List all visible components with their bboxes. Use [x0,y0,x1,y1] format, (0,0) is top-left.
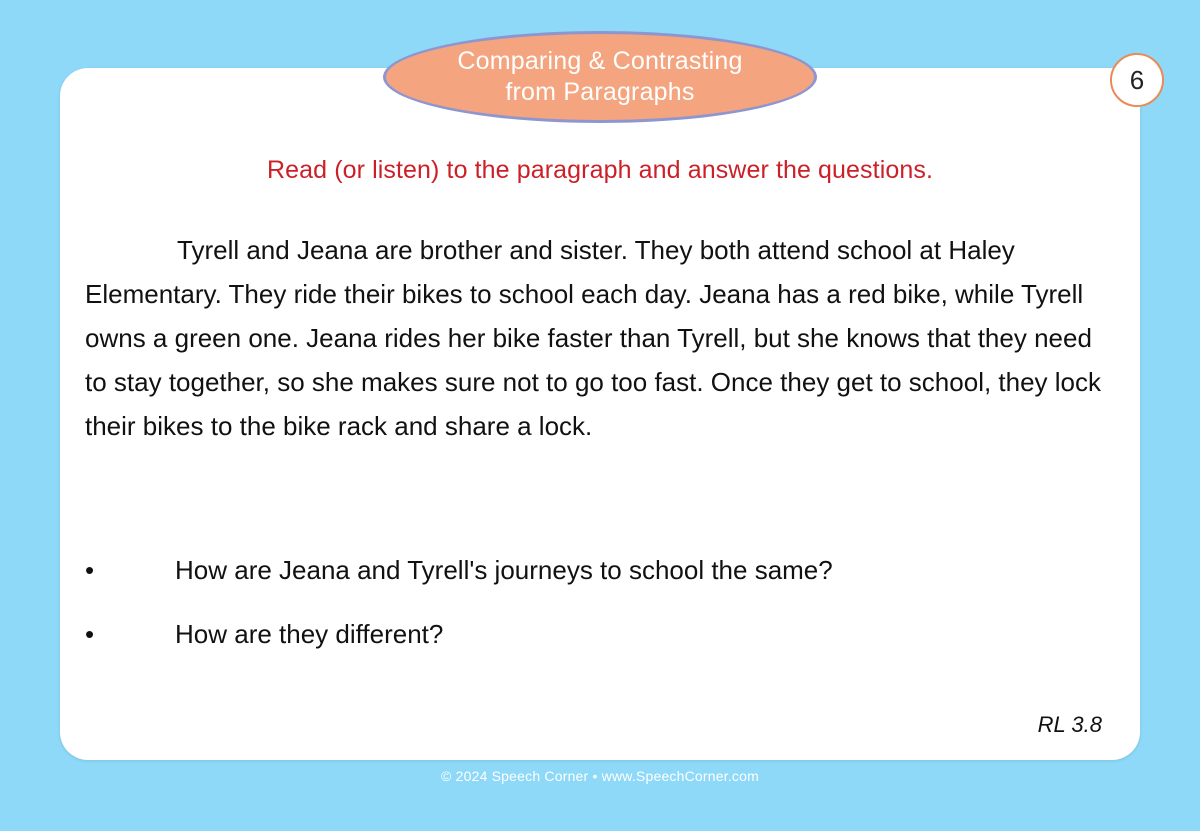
reading-level-label: RL 3.8 [1037,712,1102,737]
list-item [85,617,1085,651]
page-title-line-1: Comparing & Contrasting [457,47,743,75]
bullet-icon: • [85,619,95,649]
title-banner [383,31,817,123]
footer-copyright: © 2024 Speech Corner • www.SpeechCorner.com [441,768,759,784]
page-title-line-2: from Paragraphs [505,78,695,106]
list-item [85,553,1085,587]
passage-text: Tyrell and Jeana are brother and sister. They both attend school at Haley Elementary. They ride their bikes to school each day. Jeana has a red bike, while Tyrell owns a green one. Jeana rides her bike faster than Tyrell, but she knows that they need to stay together, so she makes sure not to go too fast. Once they get to school, they lock their bikes to the bike rack and share a lock. [85,235,1102,441]
question-text: How are they different? [175,619,444,649]
bullet-icon: • [85,555,95,585]
question-text: How are Jeana and Tyrell's journeys to school the same? [175,555,833,585]
questions-list [85,553,1085,681]
page-number-badge: 6 [1110,53,1164,107]
worksheet-card [60,68,1140,760]
instruction-text: Read (or listen) to the paragraph and answer the questions. [266,156,934,184]
